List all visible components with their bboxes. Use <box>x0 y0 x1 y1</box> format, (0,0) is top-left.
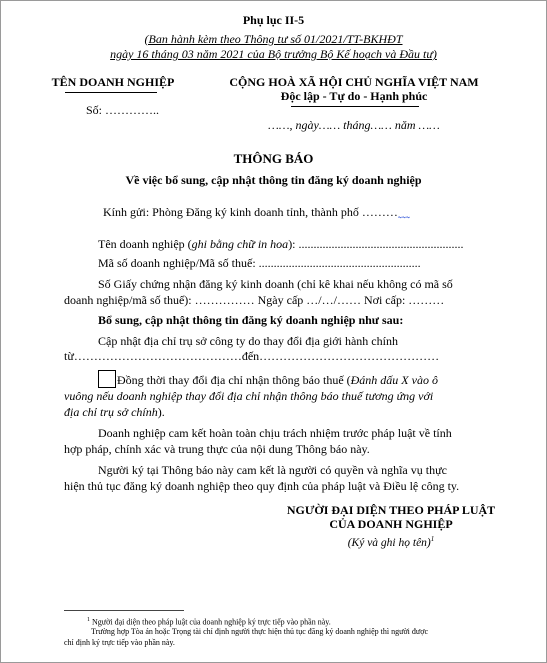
recipient-line: Kính gửi: Phòng Đăng ký kinh doanh tỉnh, thành phố ………˷˷˷ <box>103 205 410 219</box>
address-update-line-1: Cập nhật địa chỉ trụ sở công ty do thay đổi địa giới hành chính <box>98 334 398 348</box>
document-number: Số: ………….. <box>86 103 160 117</box>
commitment-line-4: hiện thủ tục đăng ký doanh nghiệp theo quy định của pháp luật và Điều lệ công ty. <box>64 479 460 493</box>
motto-underline <box>291 106 419 107</box>
notice-title: THÔNG BÁO <box>233 151 314 166</box>
signature-title-line-2: CỦA DOANH NGHIỆP <box>329 517 453 531</box>
section-heading: Bổ sung, cập nhật thông tin đăng ký doanh nghiệp như sau: <box>98 313 404 327</box>
license-field-line-2: doanh nghiệp/mã số thuế): …………… Ngày cấp …/…/…… Nơi cấp: ……… <box>64 293 445 307</box>
commitment-line-3: Người ký tại Thông báo này cam kết là người có quyền và nghĩa vụ thực <box>98 463 447 477</box>
spellcheck-marker: ˷˷˷ <box>397 205 410 219</box>
tax-code-field: Mã số doanh nghiệp/Mã số thuế: ...................................................... <box>98 256 421 270</box>
company-name-heading: TÊN DOANH NGHIỆP <box>51 75 175 89</box>
checkbox-line-1: Đồng thời thay đổi địa chỉ nhận thông báo thuế (Đánh dấu X vào ô <box>117 373 438 387</box>
appendix-title: Phụ lục II-5 <box>242 13 305 27</box>
tax-address-checkbox[interactable] <box>98 370 116 388</box>
commitment-line-1: Doanh nghiệp cam kết hoàn toàn chịu trách nhiệm trước pháp luật về tính <box>98 426 452 440</box>
nation-heading: CỘNG HOÀ XÃ HỘI CHỦ NGHĨA VIỆT NAM <box>229 75 479 89</box>
notice-subtitle: Về việc bổ sung, cập nhật thông tin đăng ký doanh nghiệp <box>125 173 422 187</box>
address-update-line-2: từ……………………………………đến……………………………………… <box>64 349 440 363</box>
company-name-field: Tên doanh nghiệp (ghi bằng chữ in hoa): ....................................................... <box>98 237 464 251</box>
footnote-line-3: chỉ định ký trực tiếp vào phần này. <box>64 638 175 647</box>
date-line: ……, ngày…… tháng…… năm …… <box>268 118 440 132</box>
signature-note: (Ký và ghi họ tên)$^1$ <box>347 535 435 549</box>
signature-title-line-1: NGƯỜI ĐẠI DIỆN THEO PHÁP LUẬT <box>286 503 496 517</box>
footnote-line-1: $^1$ Người đại diện theo pháp luật của doanh nghiệp ký trực tiếp vào phần này. <box>87 617 331 627</box>
checkbox-line-3: địa chỉ trụ sở chính). <box>64 405 165 419</box>
issued-line-1: (Ban hành kèm theo Thông tư số 01/2021/TT-BKHĐT <box>144 32 403 46</box>
commitment-line-2: hợp pháp, chính xác và trung thực của nội dung Thông báo này. <box>64 442 370 456</box>
license-field-line-1: Số Giấy chứng nhận đăng ký kinh doanh (chỉ kê khai nếu không có mã số <box>98 277 453 291</box>
motto: Độc lập - Tự do - Hạnh phúc <box>280 89 428 103</box>
footnote-separator <box>64 610 184 611</box>
footnote-line-2: Trường hợp Tòa án hoặc Trọng tài chỉ định người thực hiện thủ tục đăng ký doanh nghiệp thì người được <box>91 627 429 636</box>
checkbox-line-2: vuông nếu doanh nghiệp thay đổi địa chỉ nhận thông báo thuế tương ứng với <box>64 389 434 403</box>
company-name-underline <box>65 92 157 93</box>
issued-line-2: ngày 16 tháng 03 năm 2021 của Bộ trưởng Bộ Kế hoạch và Đầu tư) <box>110 47 437 61</box>
